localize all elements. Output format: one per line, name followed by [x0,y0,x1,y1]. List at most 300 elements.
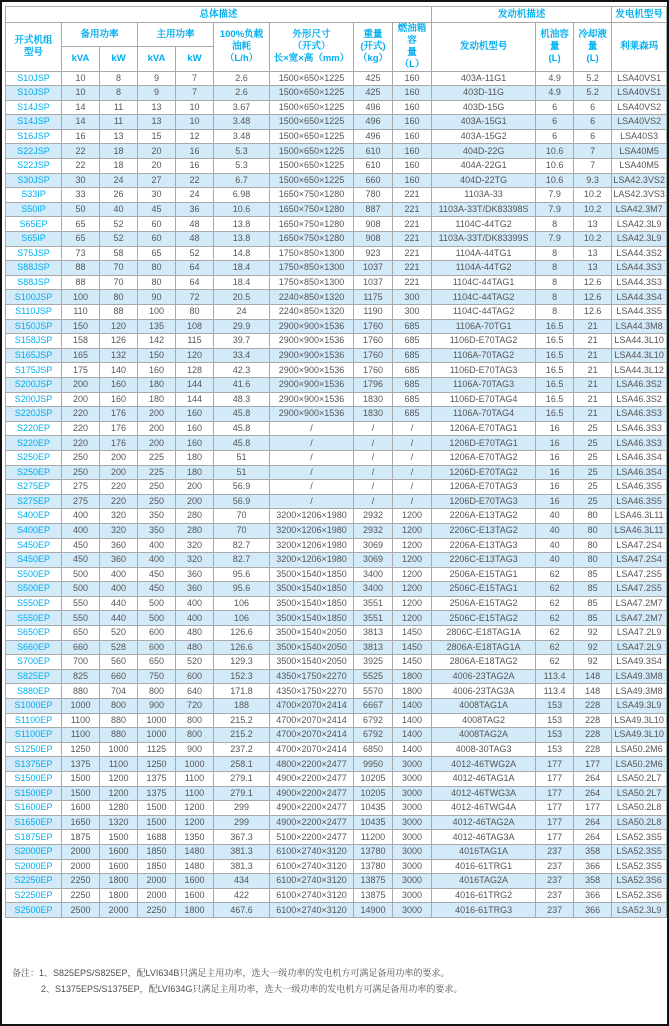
data-cell: 400 [62,523,100,538]
data-cell: 880 [100,728,138,743]
data-cell: 700 [62,655,100,670]
column-header-engine-model: 发动机型号 [432,23,536,72]
data-cell: LSA40S3 [612,129,667,144]
model-cell: S550EP [6,596,62,611]
data-cell: LSA49.3M8 [612,684,667,699]
table-row [6,815,667,830]
data-cell: 48 [176,217,214,232]
table-row [6,626,667,641]
group-header-overall: 总体描述 [6,7,432,23]
data-cell: 1200 [100,772,138,787]
data-cell: 366 [574,859,612,874]
data-cell: LSA50.2L8 [612,815,667,830]
data-cell: 685 [393,319,432,334]
column-header-prime-power: 主用功率 [138,23,214,47]
data-cell: 880 [100,713,138,728]
data-cell: 16 [536,480,574,495]
model-cell: S220JSP [6,407,62,422]
column-header-fuel-consumption: 100%负载 油耗 （L/h） [214,23,270,72]
table-row [6,480,667,495]
data-cell: 320 [176,553,214,568]
model-cell: S50IP [6,202,62,217]
data-cell: 50 [62,202,100,217]
data-cell: 24 [176,188,214,203]
data-cell: 1875 [62,830,100,845]
data-cell: 10.2 [574,188,612,203]
data-cell: 1206D-E70TAG2 [432,465,536,480]
data-cell: 3500×1540×1850 [270,567,354,582]
data-cell: 4008TAG2 [432,713,536,728]
table-row [6,830,667,845]
data-cell: 1750×850×1300 [270,275,354,290]
data-cell: LSA49.3L10 [612,728,667,743]
data-cell: 3000 [393,830,432,845]
table-row [6,275,667,290]
data-cell: LSA50.2M6 [612,757,667,772]
data-cell: / [270,480,354,495]
data-cell: 128 [176,363,214,378]
data-cell: 16.5 [536,348,574,363]
generator-spec-table [5,6,667,918]
data-cell: 1000 [138,713,176,728]
data-cell: 215.2 [214,713,270,728]
data-cell: 221 [393,232,432,247]
data-cell: 1500×650×1225 [270,129,354,144]
data-cell: 366 [574,903,612,918]
table-row [6,772,667,787]
table-row [6,436,667,451]
data-cell: 13 [574,246,612,261]
data-cell: LSA46.3S4 [612,450,667,465]
data-cell: LSA46.3L11 [612,509,667,524]
column-header-generator-brand: 利莱森玛 [612,23,667,72]
data-cell: 422 [214,888,270,903]
data-cell: 1850 [138,859,176,874]
data-cell: 13.8 [214,217,270,232]
table-row [6,377,667,392]
data-cell: 142 [138,334,176,349]
data-cell: 25 [574,421,612,436]
data-cell: 7 [176,86,214,101]
data-cell: 144 [176,392,214,407]
table-row [6,334,667,349]
data-cell: 200 [138,407,176,422]
data-cell: 2506A-E15TAG2 [432,596,536,611]
data-cell: 177 [574,801,612,816]
data-cell: 64 [176,261,214,276]
data-cell: 3.48 [214,115,270,130]
table-row [6,115,667,130]
table-row [6,261,667,276]
data-cell: 18 [100,144,138,159]
data-cell: 4012-46TWG4A [432,801,536,816]
group-header-engine: 发动机描述 [432,7,612,23]
data-cell: 200 [62,392,100,407]
data-cell: 16.5 [536,334,574,349]
data-cell: 92 [574,626,612,641]
data-cell: 16.5 [536,319,574,334]
data-cell: 600 [138,626,176,641]
model-cell: S30JSP [6,173,62,188]
data-cell: 2806A-E18TAG1A [432,640,536,655]
data-cell: 8 [536,246,574,261]
table-row [6,888,667,903]
data-cell: 3000 [393,815,432,830]
data-cell: 1200 [393,538,432,553]
data-cell: 160 [393,115,432,130]
data-cell: / [354,450,393,465]
data-cell: 320 [176,538,214,553]
data-cell: 403A-15G1 [432,115,536,130]
data-cell: 600 [138,640,176,655]
model-cell: S2250EP [6,874,62,889]
data-cell: 1000 [176,757,214,772]
data-cell: 3000 [393,888,432,903]
data-cell: / [393,494,432,509]
data-cell: 403A-11G1 [432,71,536,86]
data-cell: 2900×900×1536 [270,407,354,422]
data-cell: 72 [176,290,214,305]
data-cell: 25 [574,465,612,480]
data-cell: 12 [176,129,214,144]
data-cell: 1500 [138,815,176,830]
data-cell: 21 [574,334,612,349]
data-cell: 228 [574,728,612,743]
data-cell: 367.3 [214,830,270,845]
data-cell: LSA46.3S4 [612,465,667,480]
model-cell: S250EP [6,450,62,465]
data-cell: 520 [176,655,214,670]
data-cell: 1500 [62,786,100,801]
table-row [6,699,667,714]
data-cell: 188 [214,699,270,714]
data-cell: 4.9 [536,86,574,101]
data-cell: 177 [536,830,574,845]
data-cell: 3925 [354,655,393,670]
data-cell: 640 [176,684,214,699]
model-cell: S175JSP [6,363,62,378]
model-cell: S2500EP [6,903,62,918]
data-cell: 221 [393,217,432,232]
table-row [6,538,667,553]
table-row [6,669,667,684]
data-cell: 7 [574,159,612,174]
model-cell: S1650EP [6,815,62,830]
data-cell: LSA44.3L12 [612,363,667,378]
table-row [6,363,667,378]
data-cell: 51 [214,450,270,465]
data-cell: 1500 [62,772,100,787]
table-row [6,874,667,889]
data-cell: 2806A-E18TAG2 [432,655,536,670]
data-cell: 14 [62,115,100,130]
data-cell: 82.7 [214,553,270,568]
data-cell: 685 [393,377,432,392]
data-cell: 450 [138,582,176,597]
data-cell: 106 [214,596,270,611]
data-cell: LSA40M5 [612,159,667,174]
data-cell: 228 [574,713,612,728]
data-cell: 177 [536,757,574,772]
data-cell: 8 [536,305,574,320]
data-cell: 4012-46TWG3A [432,786,536,801]
data-cell: 80 [138,261,176,276]
data-cell: 92 [574,640,612,655]
data-cell: 3069 [354,553,393,568]
data-cell: 18.4 [214,275,270,290]
data-cell: 880 [62,684,100,699]
data-cell: LSA49.3L9 [612,699,667,714]
data-cell: 3400 [354,567,393,582]
table-body [6,71,667,917]
data-cell: 48 [176,232,214,247]
data-cell: 16 [536,421,574,436]
data-cell: 22 [62,144,100,159]
data-cell: 2.6 [214,86,270,101]
data-cell: / [393,465,432,480]
data-cell: 4700×2070×2414 [270,728,354,743]
table-row [6,159,667,174]
data-cell: 175 [62,363,100,378]
data-cell: 4012-46TAG2A [432,815,536,830]
data-cell: 1400 [393,728,432,743]
data-cell: 1796 [354,377,393,392]
data-cell: LSA47.2L9 [612,626,667,641]
data-cell: 1400 [393,713,432,728]
data-cell: 2500 [62,903,100,918]
data-cell: 1200 [393,611,432,626]
column-header-standby-kva: kVA [62,47,100,71]
data-cell: 720 [176,699,214,714]
data-cell: 10.6 [536,173,574,188]
data-cell: 1375 [138,786,176,801]
data-cell: 13 [574,261,612,276]
model-cell: S110JSP [6,305,62,320]
data-cell: 1200 [393,509,432,524]
data-cell: 1760 [354,319,393,334]
data-cell: 6 [536,100,574,115]
data-cell: 80 [176,305,214,320]
data-cell: 299 [214,801,270,816]
table-row [6,742,667,757]
data-cell: 400 [138,553,176,568]
data-cell: 6 [574,100,612,115]
data-cell: 366 [574,888,612,903]
data-cell: LSA42.3L9 [612,217,667,232]
data-cell: / [393,436,432,451]
data-cell: 1480 [176,844,214,859]
data-cell: LSA47.2S5 [612,567,667,582]
data-cell: 887 [354,202,393,217]
data-cell: / [393,480,432,495]
data-cell: LSA40VS2 [612,100,667,115]
data-cell: 13 [138,115,176,130]
model-cell: S400EP [6,523,62,538]
data-cell: 1350 [176,830,214,845]
data-cell: 153 [536,699,574,714]
data-cell: 2250 [62,874,100,889]
data-cell: 16.5 [536,407,574,422]
data-cell: / [354,421,393,436]
data-cell: 800 [176,713,214,728]
data-cell: 144 [176,377,214,392]
data-cell: 3.48 [214,129,270,144]
column-header-model: 开式机组 型号 [6,23,62,72]
data-cell: 381.3 [214,844,270,859]
data-cell: / [393,421,432,436]
data-cell: 237 [536,888,574,903]
data-cell: 21 [574,377,612,392]
data-cell: 2206C-E13TAG2 [432,523,536,538]
data-cell: 65 [62,217,100,232]
model-cell: S500EP [6,567,62,582]
data-cell: 480 [176,640,214,655]
data-cell: / [270,450,354,465]
model-cell: S10JSP [6,71,62,86]
data-cell: 3500×1540×1850 [270,582,354,597]
data-cell: 2932 [354,523,393,538]
data-cell: 126 [100,334,138,349]
data-cell: 400 [100,582,138,597]
column-header-coolant-capacity: 冷却液量 (L) [574,23,612,72]
model-cell: S88JSP [6,261,62,276]
model-cell: S1250EP [6,742,62,757]
data-cell: 6850 [354,742,393,757]
model-cell: S1100EP [6,728,62,743]
data-cell: / [354,494,393,509]
data-cell: 1106D-E70TAG2 [432,334,536,349]
data-cell: 1375 [138,772,176,787]
data-cell: 2806C-E18TAG1A [432,626,536,641]
model-cell: S88JSP [6,275,62,290]
data-cell: 1106A-70TAG3 [432,377,536,392]
data-cell: 403D-11G [432,86,536,101]
data-cell: 1650×750×1280 [270,188,354,203]
data-cell: 10.2 [574,202,612,217]
model-cell: S500EP [6,582,62,597]
data-cell: 5.2 [574,71,612,86]
data-cell: 425 [354,71,393,86]
data-cell: 176 [100,436,138,451]
data-cell: 132 [100,348,138,363]
data-cell: 1206D-E70TAG3 [432,494,536,509]
data-cell: 12.6 [574,305,612,320]
data-cell: 85 [574,567,612,582]
table-row [6,465,667,480]
data-cell: 16 [536,494,574,509]
model-cell: S2000EP [6,844,62,859]
data-cell: 1500×650×1225 [270,100,354,115]
data-cell: 21 [574,363,612,378]
data-cell: 160 [393,144,432,159]
data-cell: LSA47.2S4 [612,553,667,568]
data-cell: 177 [536,772,574,787]
model-cell: S200JSP [6,377,62,392]
data-cell: 1688 [138,830,176,845]
data-cell: 1830 [354,407,393,422]
data-cell: / [270,494,354,509]
data-cell: 33 [62,188,100,203]
data-cell: LSA46.3S2 [612,392,667,407]
data-cell: 10.6 [536,144,574,159]
data-cell: 45.8 [214,407,270,422]
data-cell: 160 [393,100,432,115]
data-cell: 1000 [62,699,100,714]
data-cell: 7 [176,71,214,86]
data-cell: 403A-15G2 [432,129,536,144]
data-cell: 8 [536,261,574,276]
data-cell: 1200 [393,596,432,611]
data-cell: LSA49.3L10 [612,713,667,728]
data-cell: 60 [138,217,176,232]
data-cell: 2900×900×1536 [270,392,354,407]
data-cell: LSA42.3L9 [612,232,667,247]
data-cell: 18.4 [214,261,270,276]
data-cell: 180 [138,392,176,407]
data-cell: 2900×900×1536 [270,334,354,349]
data-cell: LSA44.3S3 [612,261,667,276]
data-cell: 500 [138,611,176,626]
data-cell: 88 [100,305,138,320]
data-cell: LSA49.3M8 [612,669,667,684]
data-cell: 4350×1750×2270 [270,669,354,684]
data-cell: 129.3 [214,655,270,670]
data-cell: 300 [393,305,432,320]
data-cell: 6792 [354,728,393,743]
data-cell: 1500×650×1225 [270,159,354,174]
data-cell: 404A-22G1 [432,159,536,174]
model-cell: S14JSP [6,100,62,115]
data-cell: 40 [536,509,574,524]
data-cell: 496 [354,129,393,144]
data-cell: 404D-22G [432,144,536,159]
data-cell: 4700×2070×2414 [270,699,354,714]
table-row [6,86,667,101]
data-cell: 3500×1540×1850 [270,596,354,611]
table-row [6,494,667,509]
data-cell: 1104C-44TG2 [432,217,536,232]
data-cell: 95.6 [214,567,270,582]
data-cell: 1400 [393,742,432,757]
data-cell: 10205 [354,772,393,787]
group-header-generator: 发电机型号 [612,7,667,23]
data-cell: 25 [574,450,612,465]
data-cell: 113.4 [536,684,574,699]
data-cell: / [354,480,393,495]
data-cell: 176 [100,407,138,422]
data-cell: 88 [62,261,100,276]
data-cell: 7 [574,144,612,159]
data-cell: 2240×850×1320 [270,290,354,305]
data-cell: 6 [574,129,612,144]
data-cell: 62 [536,640,574,655]
data-cell: 85 [574,582,612,597]
table-row [6,319,667,334]
model-cell: S400EP [6,509,62,524]
data-cell: 3000 [393,859,432,874]
data-cell: LSA42.3M7 [612,202,667,217]
data-cell: 450 [138,567,176,582]
footnotes [12,965,462,997]
data-cell: 1106A-70TAG4 [432,407,536,422]
table-row [6,713,667,728]
data-cell: 4350×1750×2270 [270,684,354,699]
model-cell: S650EP [6,626,62,641]
data-cell: 550 [62,596,100,611]
data-cell: 5.2 [574,86,612,101]
data-cell: 1750×850×1300 [270,261,354,276]
data-cell: LSA52.3L9 [612,903,667,918]
